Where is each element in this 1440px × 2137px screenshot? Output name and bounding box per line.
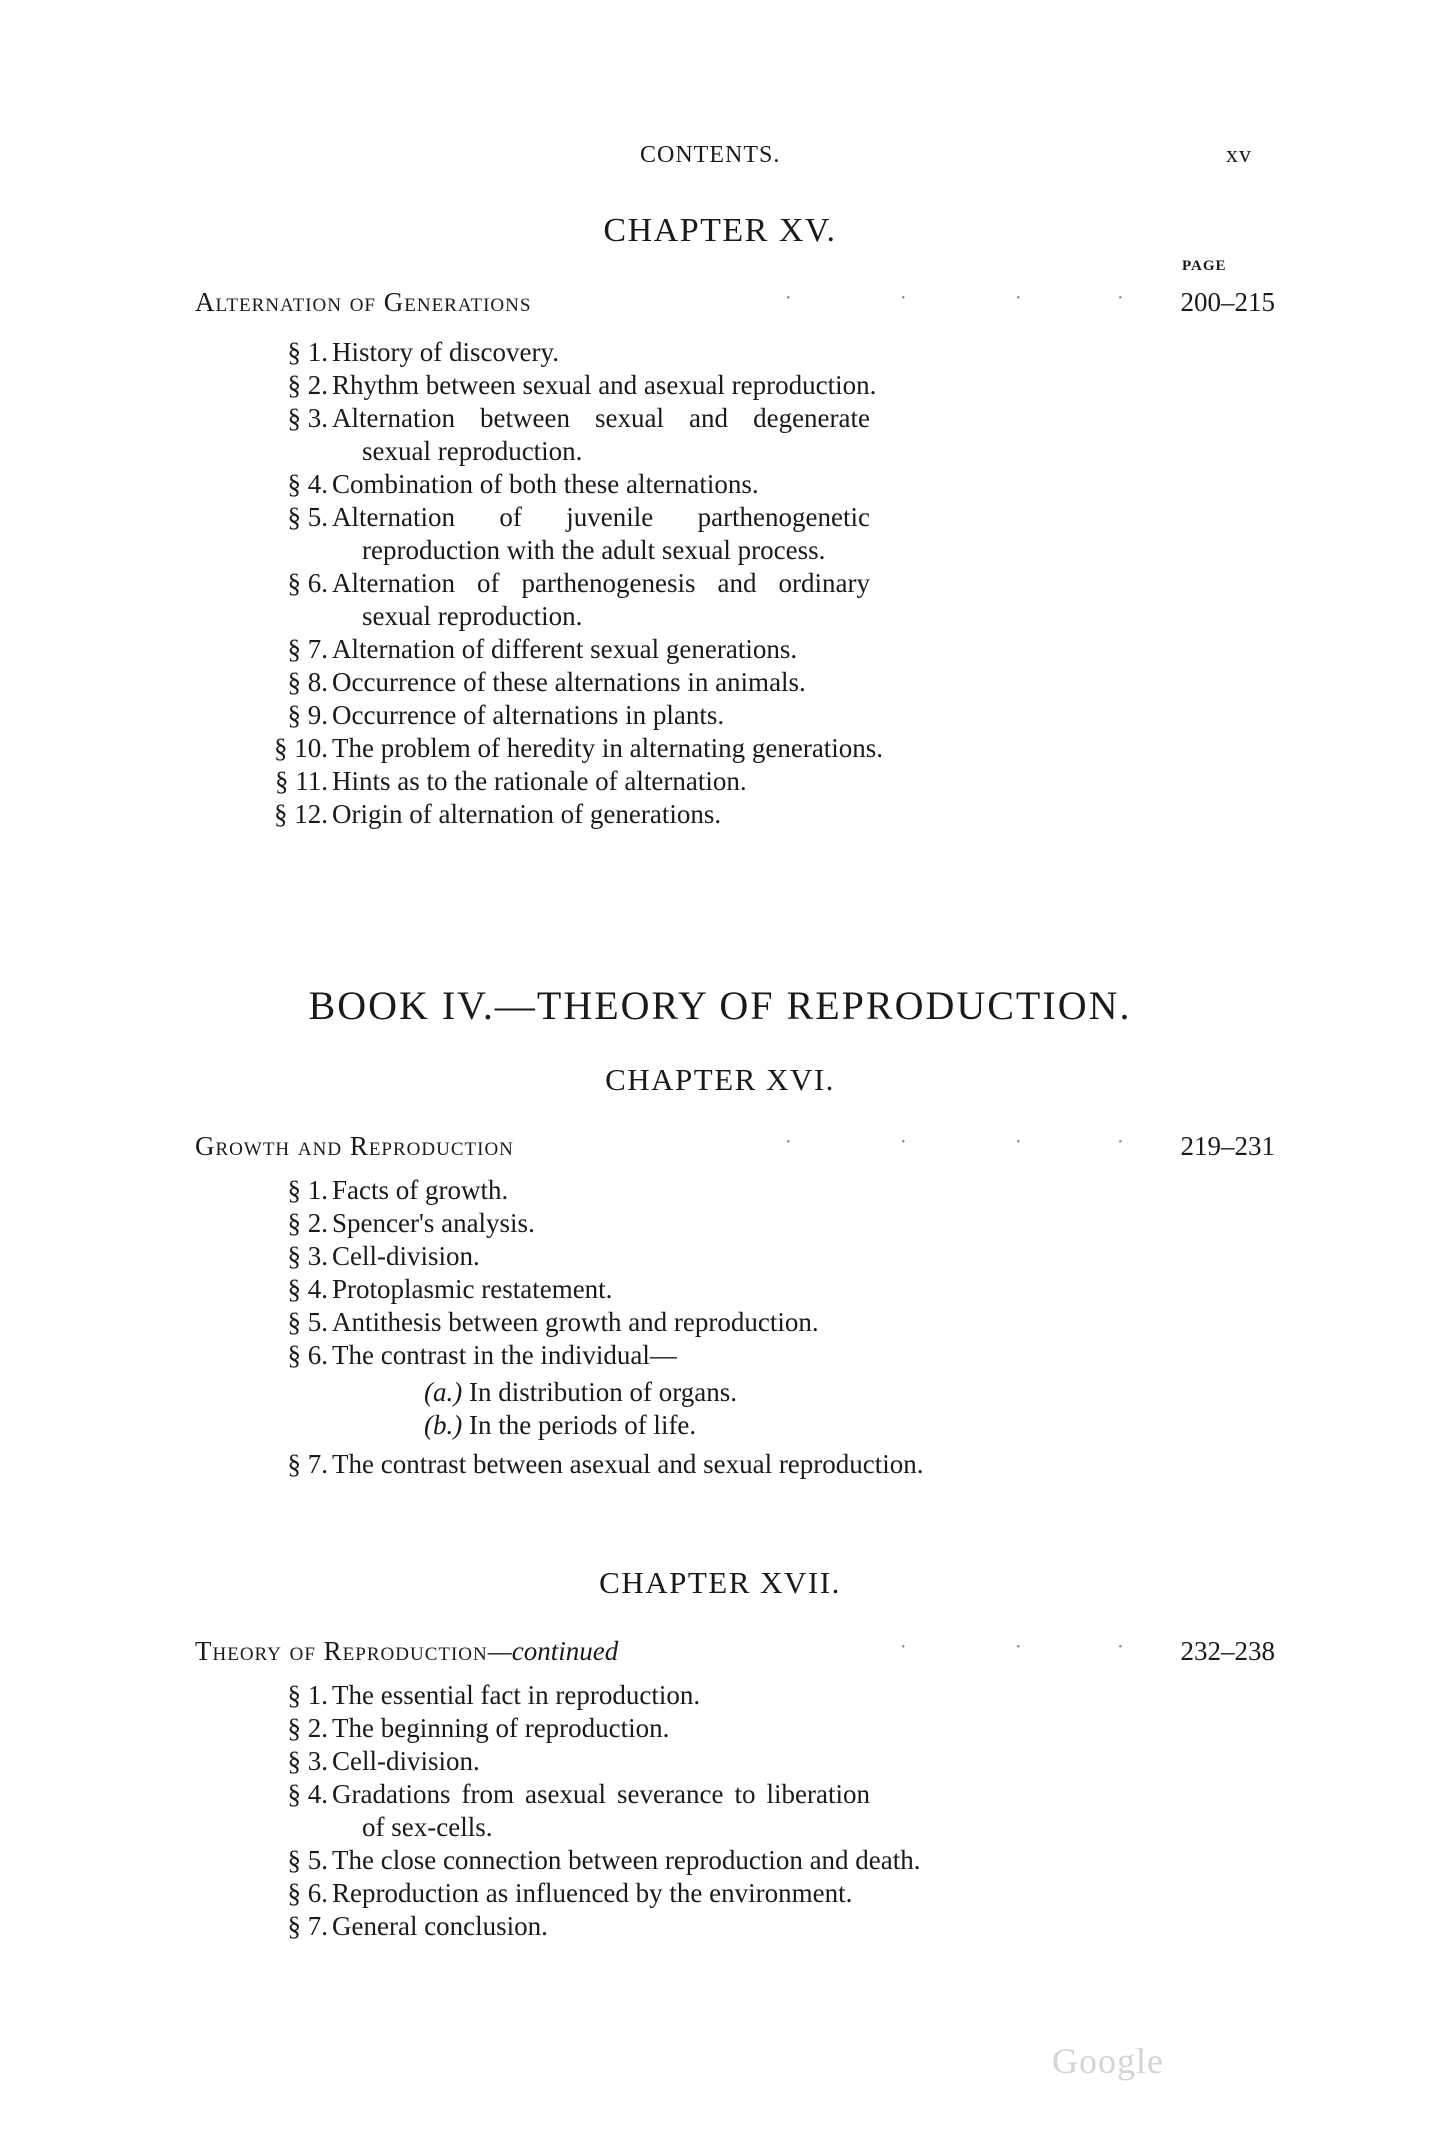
section-number: § 7. (287, 634, 328, 664)
section-text: History of discovery. (332, 337, 559, 367)
section-item (240, 633, 1140, 666)
section-item (240, 1778, 1140, 1844)
dot-leader: · (785, 1131, 792, 1153)
section-number: § 10. (274, 733, 328, 763)
section-text: The contrast in the individual— (332, 1340, 677, 1370)
running-head (0, 142, 1440, 182)
section-text: Occurrence of these alternations in animals. (332, 667, 806, 697)
section-text: Alternation of juvenile parthenogenetic reproduction with the adult sexual process. (332, 502, 870, 565)
running-title: CONTENTS. (640, 142, 781, 168)
section-number: § 8. (287, 667, 328, 697)
section-item (240, 1306, 1140, 1339)
section-text: The close connection between reproduction and death. (332, 1845, 921, 1875)
section-number: § 7. (287, 1911, 328, 1941)
section-text: The essential fact in reproduction. (332, 1680, 701, 1710)
chapter-xvii-pages: 232–238 (1180, 1636, 1275, 1666)
section-number: § 3. (287, 403, 328, 433)
section-number: § 12. (274, 799, 328, 829)
chapter-xv-entry (195, 287, 1275, 321)
section-number: § 6. (287, 568, 328, 598)
section-text: Facts of growth. (332, 1175, 509, 1205)
chapter-xvi-entry (195, 1131, 1275, 1165)
section-item (240, 1844, 1140, 1877)
dot-leader: · (1015, 1131, 1022, 1153)
section-number: § 2. (287, 1713, 328, 1743)
google-watermark: Google (1052, 2041, 1164, 2081)
chapter-xvii-title-suffix: —continued (487, 1636, 619, 1666)
section-text: The contrast between asexual and sexual reproduction. (332, 1449, 924, 1479)
section-item (240, 336, 1140, 369)
section-item (240, 666, 1140, 699)
section-text: Alternation of parthenogenesis and ordinary sexual reproduction. (332, 568, 870, 631)
dot-leader: · (1117, 287, 1124, 309)
subsection-item (240, 1409, 1140, 1442)
section-item (240, 1273, 1140, 1306)
chapter-xv-heading: CHAPTER XV. (603, 212, 837, 249)
section-text: Protoplasmic restatement. (332, 1274, 613, 1304)
page-column-label: PAGE (1182, 258, 1227, 274)
section-number: § 6. (287, 1340, 328, 1370)
section-text: Cell-division. (332, 1241, 480, 1271)
section-item (240, 798, 1140, 831)
section-number: § 1. (287, 1175, 328, 1205)
section-number: § 5. (287, 1307, 328, 1337)
section-number: § 2. (287, 1208, 328, 1238)
page-number: xv (1226, 142, 1252, 168)
section-text: The problem of heredity in alternating generations. (332, 733, 884, 763)
chapter-xvi-sections (240, 1174, 1140, 1481)
section-number: § 5. (287, 1845, 328, 1875)
section-text: Gradations from asexual severance to liberation of sex-cells. (332, 1779, 870, 1842)
section-number: § 4. (287, 1274, 328, 1304)
section-text: Reproduction as influenced by the environment. (332, 1878, 853, 1908)
section-text: Occurrence of alternations in plants. (332, 700, 725, 730)
section-item (240, 567, 1140, 633)
section-item (240, 1339, 1140, 1372)
chapter-xvii-title-main: Theory of Reproduction (195, 1636, 488, 1666)
section-text: Rhythm between sexual and asexual reproduction. (332, 370, 877, 400)
chapter-xv-sections (240, 336, 1140, 831)
section-item (240, 765, 1140, 798)
section-text: Antithesis between growth and reproduction. (332, 1307, 819, 1337)
section-text: Alternation between sexual and degenerate sexual reproduction. (332, 403, 870, 466)
subsection-text: In the periods of life. (468, 1410, 697, 1440)
section-text: Origin of alternation of generations. (332, 799, 722, 829)
dot-leader: · (900, 1131, 907, 1153)
section-item (240, 1679, 1140, 1712)
section-item (240, 732, 1140, 765)
chapter-xvii-entry (195, 1636, 1275, 1670)
subsection-item (240, 1376, 1140, 1409)
section-item (240, 1745, 1140, 1778)
section-item (240, 1877, 1140, 1910)
dot-leader: · (1117, 1131, 1124, 1153)
section-number: § 3. (287, 1241, 328, 1271)
section-item (240, 369, 1140, 402)
chapter-xv-pages: 200–215 (1180, 287, 1275, 317)
section-item (240, 501, 1140, 567)
section-item (240, 468, 1140, 501)
section-number: § 9. (287, 700, 328, 730)
section-number: § 1. (287, 337, 328, 367)
section-item (240, 402, 1140, 468)
section-number: § 6. (287, 1878, 328, 1908)
dot-leader: · (1117, 1636, 1124, 1658)
section-number: § 3. (287, 1746, 328, 1776)
chapter-xvi-pages: 219–231 (1180, 1131, 1275, 1161)
dot-leader: · (900, 287, 907, 309)
section-number: § 7. (287, 1449, 328, 1479)
chapter-xv-title: Alternation of Generations (195, 287, 532, 317)
chapter-xvi-heading: CHAPTER XVI. (605, 1062, 835, 1097)
section-item (240, 1712, 1140, 1745)
subsection-text: In distribution of organs. (468, 1377, 737, 1407)
section-item (240, 1207, 1140, 1240)
chapter-xvi-title: Growth and Reproduction (195, 1131, 514, 1161)
section-text: Alternation of different sexual generations. (332, 634, 798, 664)
section-number: § 11. (275, 766, 328, 796)
section-number: § 1. (287, 1680, 328, 1710)
section-item (240, 1240, 1140, 1273)
chapter-xvii-heading: CHAPTER XVII. (599, 1565, 841, 1600)
dot-leader: · (900, 1636, 907, 1658)
section-item (240, 1910, 1140, 1943)
section-number: § 2. (287, 370, 328, 400)
section-item (240, 699, 1140, 732)
subsection-label: (a.) (424, 1377, 463, 1407)
dot-leader: · (785, 287, 792, 309)
chapter-xvii-title (195, 1636, 618, 1667)
section-text: Spencer's analysis. (332, 1208, 535, 1238)
section-item (240, 1174, 1140, 1207)
book-iv-heading: BOOK IV.—THEORY OF REPRODUCTION. (308, 983, 1132, 1028)
subsection-label: (b.) (424, 1410, 463, 1440)
section-text: Cell-division. (332, 1746, 480, 1776)
section-number: § 5. (287, 502, 328, 532)
section-text: Combination of both these alternations. (332, 469, 759, 499)
section-number: § 4. (287, 1779, 328, 1809)
section-text: General conclusion. (332, 1911, 548, 1941)
chapter-xvii-sections (240, 1679, 1140, 1943)
section-text: The beginning of reproduction. (332, 1713, 670, 1743)
section-text: Hints as to the rationale of alternation. (332, 766, 747, 796)
section-number: § 4. (287, 469, 328, 499)
section-item (240, 1448, 1140, 1481)
dot-leader: · (1015, 1636, 1022, 1658)
dot-leader: · (1015, 287, 1022, 309)
